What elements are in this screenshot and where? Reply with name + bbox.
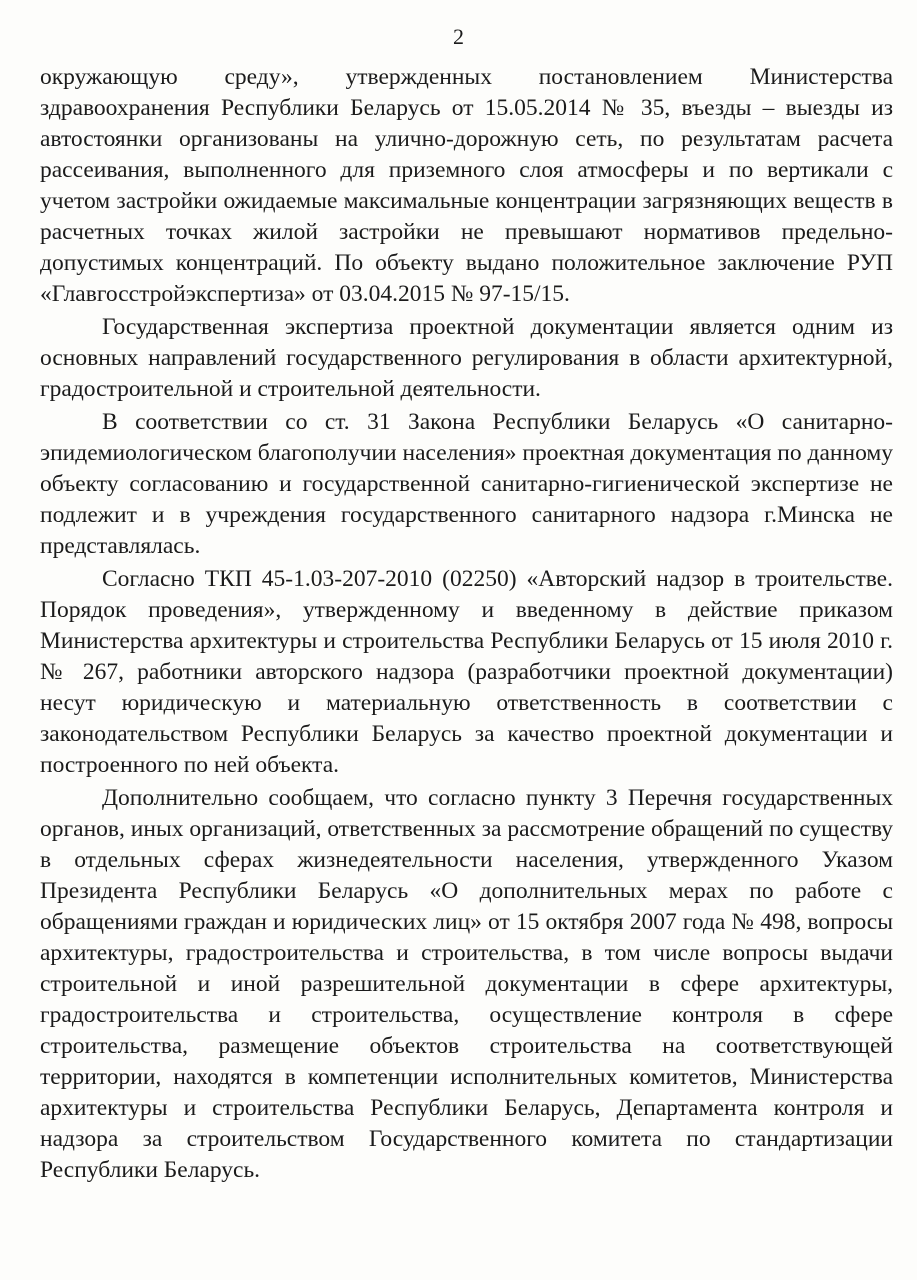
page-number: 2 xyxy=(453,24,464,49)
paragraph-author-supervision: Согласно ТКП 45-1.03-207-2010 (02250) «Авторский надзор в троительстве. Порядок проведения», утвержденному и введенному в действие приказом Министерства архитектуры и строительства Республики Беларусь от 15 июля 2010 г. № 267, работники авторского надзора (разработчики проектной документации) несут юридическую и материальную ответственность в соответствии с законодательством Республики Беларусь за качество проектной документации и построенного по ней объекта. xyxy=(40,566,893,778)
paragraph-sanitary-law: В соответствии со ст. 31 Закона Республики Беларусь «О санитарно-эпидемиологическом благополучии населения» проектная документация по данному объекту согласованию и государственной санитарно-гигиенической экспертизе не подлежит и в учреждения государственного санитарного надзора г.Минска не представлялась. xyxy=(40,409,893,559)
paragraph-additional-info: Дополнительно сообщаем, что согласно пункту 3 Перечня государственных органов, иных организаций, ответственных за рассмотрение обращений по существу в отдельных сферах жизнедеятельности населения, утвержденного Указом Президента Республики Беларусь «О дополнительных мерах по работе с обращениями граждан и юридических лиц» от 15 октября 2007 года № 498, вопросы архитектуры, градостроительства и строительства, в том числе вопросы выдачи строительной и иной разрешительной документации в сфере архитектуры, градостроительства и строительства, осуществление контроля в сфере строительства, размещение объектов строительства на соответствующей территории, находятся в компетенции исполнительных комитетов, Министерства архитектуры и строительства Республики Беларусь, Департамента контроля и надзора за строительством Государственного комитета по стандартизации Республики Беларусь. xyxy=(40,785,893,1183)
document-body xyxy=(40,62,893,1186)
paragraph-state-expertise: Государственная экспертиза проектной документации является одним из основных направлений государственного регулирования в области архитектурной, градостроительной и строительной деятельности. xyxy=(40,314,893,402)
paragraph-continuation: окружающую среду», утвержденных постановлением Министерства здравоохранения Республики Беларусь от 15.05.2014 № 35, въезды – выезды из автостоянки организованы на улично-дорожную сеть, по результатам расчета рассеивания, выполненного для приземного слоя атмосферы и по вертикали с учетом застройки ожидаемые максимальные концентрации загрязняющих веществ в расчетных точках жилой застройки не превышают нормативов предельно-допустимых концентраций. По объекту выдано положительное заключение РУП «Главгосстройэкспертиза» от 03.04.2015 № 97-15/15. xyxy=(40,64,893,307)
